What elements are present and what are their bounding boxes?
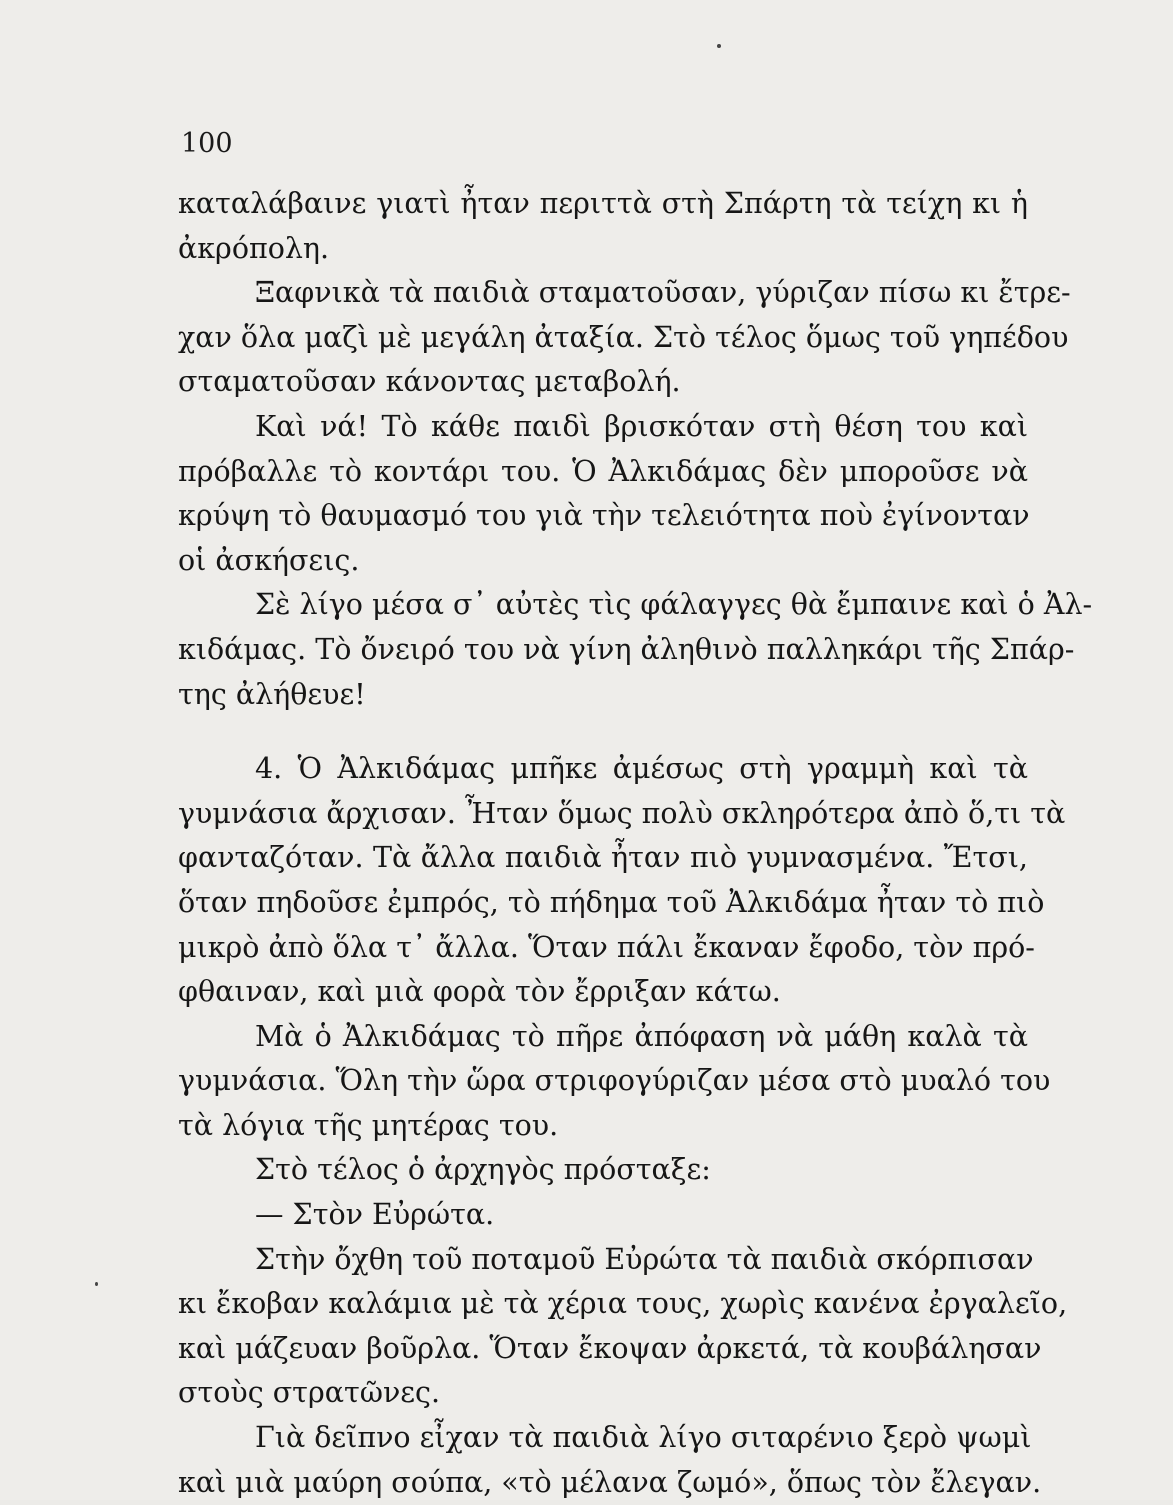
text-line: στοὺς στρατῶνες. bbox=[178, 1376, 441, 1410]
text-line: κι ἔκοβαν καλάμια μὲ τὰ χέρια τους, χωρὶς κανένα ἐργαλεῖο, bbox=[178, 1287, 1068, 1321]
text-line: — Στὸν Εὐρώτα. bbox=[255, 1198, 495, 1232]
text-line: χαν ὅλα μαζὶ μὲ μεγάλη ἀταξία. Στὸ τέλος ὅμως τοῦ γηπέδου bbox=[178, 320, 1069, 354]
text-line: της ἀλήθευε! bbox=[178, 677, 366, 711]
text-line: Ξαφνικὰ τὰ παιδιὰ σταματοῦσαν, γύριζαν πίσω κι ἔτρε- bbox=[255, 276, 1071, 310]
page-number: 100 bbox=[181, 128, 233, 159]
text-line: καὶ μιὰ μαύρη σούπα, «τὸ μέλανα ζωμό», ὅπως τὸν ἔλεγαν. bbox=[178, 1465, 1042, 1499]
text-line: Γιὰ δεῖπνο εἶχαν τὰ παιδιὰ λίγο σιταρένιο ξερὸ ψωμὶ bbox=[255, 1421, 1032, 1455]
paragraph bbox=[178, 583, 1093, 717]
text-line: σταματοῦσαν κάνοντας μεταβολή. bbox=[178, 365, 681, 399]
text-line: ὅταν πηδοῦσε ἐμπρός, τὸ πήδημα τοῦ Ἀλκιδάμα ἦταν τὸ πιὸ bbox=[178, 885, 1045, 919]
text-line: καταλάβαινε γιατὶ ἦταν περιττὰ στὴ Σπάρτη τὰ τείχη κι ἡ bbox=[178, 187, 1028, 220]
paragraph bbox=[178, 1416, 1042, 1505]
paragraph bbox=[178, 1238, 1068, 1416]
text-line: Στὸ τέλος ὁ ἀρχηγὸς πρόσταξε: bbox=[255, 1153, 711, 1187]
text-line: γυμνάσια. Ὅλη τὴν ὥρα στριφογύριζαν μέσα στὸ μυαλό του bbox=[178, 1064, 1051, 1098]
scan-speck bbox=[95, 1282, 98, 1286]
text-line: κιδάμας. Τὸ ὄνειρό του νὰ γίνη ἀληθινὸ παλληκάρι τῆς Σπάρ- bbox=[178, 632, 1075, 666]
text-line: κρύψη τὸ θαυμασμό του γιὰ τὴν τελειότητα ποὺ ἐγίνονταν bbox=[178, 499, 1030, 533]
text-line: καὶ μάζευαν βοῦρλα. Ὅταν ἔκοψαν ἀρκετά, τὰ κουβάλησαν bbox=[178, 1331, 1042, 1365]
text-line: οἱ ἀσκήσεις. bbox=[178, 543, 360, 577]
text-line: γυμνάσια ἄρχισαν. Ἦταν ὅμως πολὺ σκληρότερα ἀπὸ ὅ,τι τὰ bbox=[178, 796, 1066, 830]
text-line: τὰ λόγια τῆς μητέρας του. bbox=[178, 1108, 559, 1142]
paragraph bbox=[178, 1148, 1028, 1193]
text-line: πρόβαλλε τὸ κοντάρι του. Ὁ Ἀλκιδάμας δὲν μποροῦσε νὰ bbox=[178, 454, 1028, 488]
text-line: φανταζόταν. Τὰ ἄλλα παιδιὰ ἦταν πιὸ γυμνασμένα. Ἔτσι, bbox=[178, 841, 1028, 875]
text-line: φθαιναν, καὶ μιὰ φορὰ τὸν ἔρριξαν κάτω. bbox=[178, 975, 781, 1009]
text-line: μικρὸ ἀπὸ ὅλα τ᾿ ἄλλα. Ὅταν πάλι ἔκαναν ἔφοδο, τὸν πρό- bbox=[178, 930, 1035, 964]
paragraph-section-4 bbox=[178, 747, 1066, 1015]
paragraph bbox=[178, 1015, 1051, 1149]
paragraph bbox=[178, 271, 1071, 405]
paragraph bbox=[178, 405, 1028, 583]
scan-speck bbox=[717, 44, 721, 48]
text-line: Καὶ νά! Τὸ κάθε παιδὶ βρισκόταν στὴ θέση του καὶ bbox=[255, 409, 1028, 443]
paragraph bbox=[178, 182, 1028, 271]
text-line: 4. Ὁ Ἀλκιδάμας μπῆκε ἀμέσως στὴ γραμμὴ καὶ τὰ bbox=[255, 752, 1028, 786]
text-line: ἀκρόπολη. bbox=[178, 231, 330, 265]
paragraph bbox=[178, 1193, 1028, 1238]
text-line: Στὴν ὄχθη τοῦ ποταμοῦ Εὐρώτα τὰ παιδιὰ σκόρπισαν bbox=[255, 1242, 1034, 1276]
text-line: Μὰ ὁ Ἀλκιδάμας τὸ πῆρε ἀπόφαση νὰ μάθη καλὰ τὰ bbox=[255, 1019, 1028, 1053]
body-text bbox=[178, 182, 1093, 1505]
text-line: Σὲ λίγο μέσα σ᾿ αὐτὲς τὶς φάλαγγες θὰ ἔμπαινε καὶ ὁ Ἀλ- bbox=[255, 588, 1093, 622]
